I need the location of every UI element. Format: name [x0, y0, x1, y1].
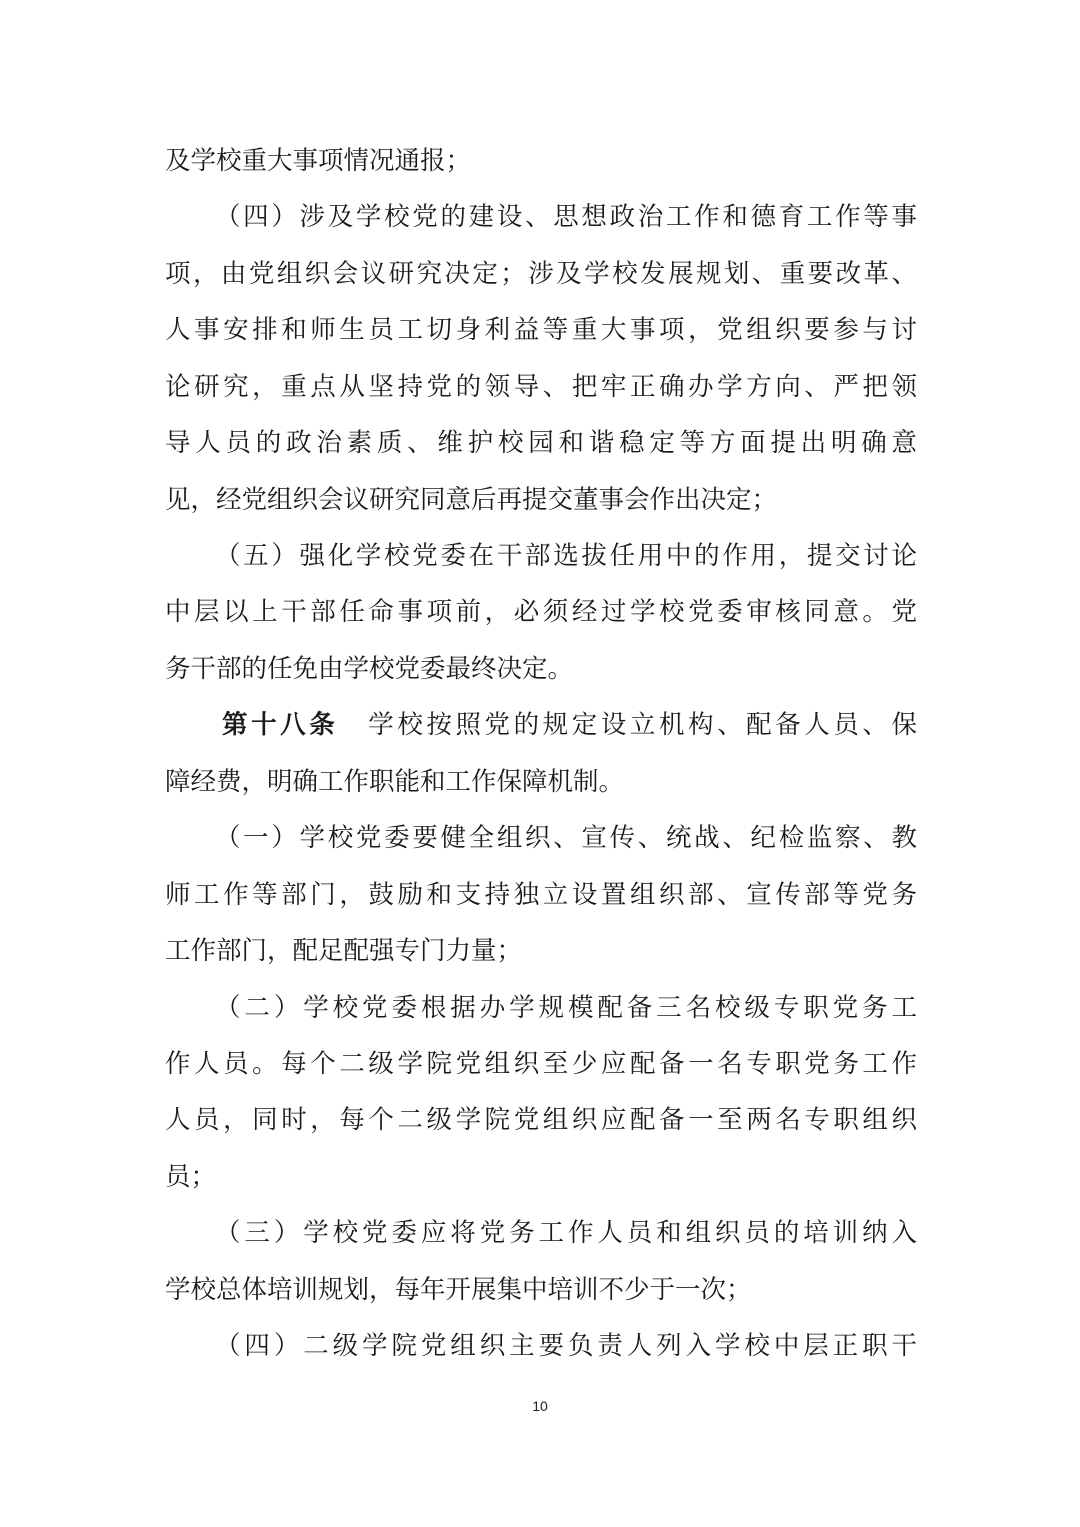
text-line: 师工作等部门，鼓励和支持独立设置组织部、宣传部等党务 — [165, 880, 917, 910]
page-number: 10 — [532, 1398, 548, 1414]
text-line: （四）涉及学校党的建设、思想政治工作和德育工作等事 — [215, 202, 917, 232]
text-line: 人员，同时，每个二级学院党组织应配备一至两名专职组织 — [165, 1105, 917, 1135]
text-line: 论研究，重点从坚持党的领导、把牢正确办学方向、严把领 — [165, 372, 917, 402]
text-line: 员； — [165, 1162, 217, 1192]
text-line: 导人员的政治素质、维护校园和谐稳定等方面提出明确意 — [165, 428, 917, 458]
text-line: （二）学校党委根据办学规模配备三名校级专职党务工 — [215, 993, 917, 1023]
text-line: 见，经党组织会议研究同意后再提交董事会作出决定； — [165, 485, 778, 515]
text-line: 务干部的任免由学校党委最终决定。 — [165, 654, 574, 684]
text-line: 及学校重大事项情况通报； — [165, 146, 472, 176]
text-line: 项，由党组织会议研究决定；涉及学校发展规划、重要改革、 — [165, 259, 917, 289]
text-line: 中层以上干部任命事项前，必须经过学校党委审核同意。党 — [165, 597, 917, 627]
text-line: （三）学校党委应将党务工作人员和组织员的培训纳入 — [215, 1218, 917, 1248]
text-line: （一）学校党委要健全组织、宣传、统战、纪检监察、教 — [215, 823, 917, 853]
text-line: 学校总体培训规划，每年开展集中培训不少于一次； — [165, 1275, 752, 1305]
text-line: 工作部门，配足配强专门力量； — [165, 936, 523, 966]
text-line: 障经费，明确工作职能和工作保障机制。 — [165, 767, 625, 797]
article-line — [222, 705, 917, 745]
text-line: （四）二级学院党组织主要负责人列入学校中层正职干 — [215, 1331, 917, 1361]
text-line: 人事安排和师生员工切身利益等重大事项，党组织要参与讨 — [165, 315, 917, 345]
text-line: 作人员。每个二级学院党组织至少应配备一名专职党务工作 — [165, 1049, 917, 1079]
article-text: 学校按照党的规定设立机构、配备人员、保 — [368, 710, 917, 740]
text-line: （五）强化学校党委在干部选拔任用中的作用，提交讨论 — [215, 541, 917, 571]
article-title: 第十八条 — [222, 710, 339, 740]
